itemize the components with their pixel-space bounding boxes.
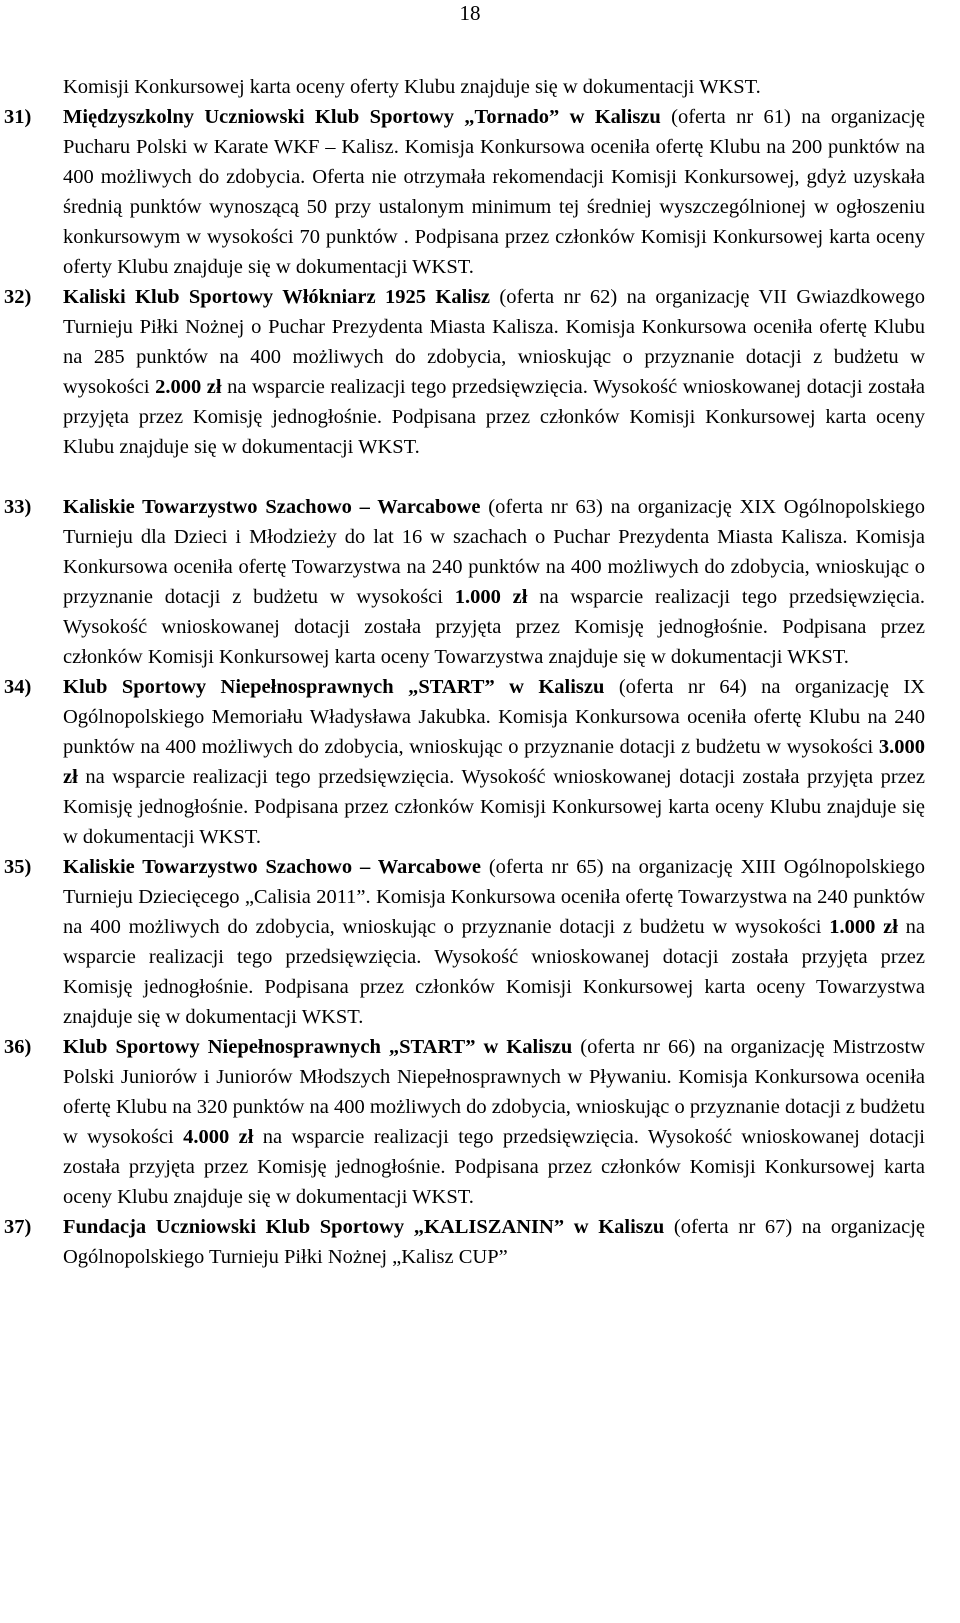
item-organization: Fundacja Uczniowski Klub Sportowy „KALISZANIN” w Kaliszu [63, 1216, 665, 1238]
item-amount: 3.000 zł [63, 736, 925, 788]
item-organization: Międzyszkolny Uczniowski Klub Sportowy „Tornado” w Kaliszu [63, 106, 661, 128]
item-text-end: na wsparcie realizacji tego przedsięwzięcia. Wysokość wnioskowanej dotacji została przyjęta przez Komisję jednogłośnie. Podpisana przez członków Komisji Konkursowej karta oceny Towarzystwa znajduje się w dokumentacji WKST. [63, 586, 925, 668]
item-organization: Kaliskie Towarzystwo Szachowo – Warcabowe [63, 496, 481, 518]
item-number: 31) [4, 106, 32, 128]
list-item-31 [4, 102, 926, 282]
item-text: (oferta nr 67) na organizację Ogólnopolskiego Turnieju Piłki Nożnej „Kalisz CUP” [63, 1216, 926, 1268]
item-text: (oferta nr 65) na organizację XIII Ogólnopolskiego Turnieju Dziecięcego „Calisia 2011”. Komisja Konkursowa oceniła ofertę Towarzystwa na 240 punktów na 400 możliwych do zdobycia, wnioskując o przyznanie dotacji z budżetu w wysokości [63, 856, 925, 938]
document-body [4, 72, 926, 1272]
list-item-33 [4, 492, 925, 672]
item-number: 34) [4, 676, 32, 698]
item-organization: Kaliski Klub Sportowy Włókniarz 1925 Kalisz [63, 286, 491, 308]
item-number: 32) [4, 286, 32, 308]
list-item-32 [4, 282, 925, 462]
item-text-end: na wsparcie realizacji tego przedsięwzięcia. Wysokość wnioskowanej dotacji została przyjęta przez Komisję jednogłośnie. Podpisana przez członków Komisji Konkursowej karta oceny Klubu znajduje się w dokumentacji WKST. [63, 376, 925, 458]
item-number: 33) [4, 496, 32, 518]
list-item-37 [4, 1212, 926, 1272]
item-text: (oferta nr 66) na organizację Mistrzostw Polski Juniorów i Juniorów Młodszych Niepełnosprawnych w Pływaniu. Komisja Konkursowa oceniła ofertę Klubu na 320 punktów na 400 możliwych do zdobycia, wnioskując o przyznanie dotacji z budżetu w wysokości [63, 1036, 925, 1148]
list-item-36 [4, 1032, 926, 1212]
item-organization: Klub Sportowy Niepełnosprawnych „START” w Kaliszu [63, 676, 605, 698]
item-text-end: na wsparcie realizacji tego przedsięwzięcia. Wysokość wnioskowanej dotacji została przyjęta przez Komisję jednogłośnie. Podpisana przez członków Komisji Konkursowej karta oceny Towarzystwa znajduje się w dokumentacji WKST. [63, 916, 925, 1028]
item-text: (oferta nr 64) na organizację IX Ogólnopolskiego Memoriału Władysława Jakubka. Komisja Konkursowa oceniła ofertę Klubu na 240 punktów na 400 możliwych do zdobycia, wnioskując o przyznanie dotacji z budżetu w wysokości [63, 676, 925, 758]
item-number: 37) [4, 1216, 32, 1238]
list-item-35 [4, 852, 925, 1032]
item-number: 35) [4, 856, 32, 878]
item-text: (oferta nr 62) na organizację VII Gwiazdkowego Turnieju Piłki Nożnej o Puchar Prezydenta Miasta Kalisza. Komisja Konkursowa oceniła ofertę Klubu na 285 punktów na 400 możliwych do zdobycia, wnioskując o przyznanie dotacji z budżetu w wysokości [63, 286, 925, 398]
item-text-end: na wsparcie realizacji tego przedsięwzięcia. Wysokość wnioskowanej dotacji została przyjęta przez Komisję jednogłośnie. Podpisana przez członków Komisji Konkursowej karta oceny Klubu znajduje się w dokumentacji WKST. [63, 1126, 926, 1208]
item-text: (oferta nr 63) na organizację XIX Ogólnopolskiego Turnieju dla Dzieci i Młodzieży do lat 16 w szachach o Puchar Prezydenta Miasta Kalisza. Komisja Konkursowa oceniła ofertę Towarzystwa na 240 punktów na 400 możliwych do zdobycia, wnioskując o przyznanie dotacji z budżetu w wysokości [63, 496, 925, 608]
item-text-end: na wsparcie realizacji tego przedsięwzięcia. Wysokość wnioskowanej dotacji została przyjęta przez Komisję jednogłośnie. Podpisana przez członków Komisji Konkursowej karta oceny Klubu znajduje się w dokumentacji WKST. [63, 766, 925, 848]
item-text: (oferta nr 61) na organizację Pucharu Polski w Karate WKF – Kalisz. Komisja Konkursowa oceniła ofertę Klubu na 200 punktów na 400 możliwych do zdobycia. Oferta nie otrzymała rekomendacji Komisji Konkursowej, gdyż uzyskała średnią punktów wynoszącą 50 przy ustalonym minimum tej średniej wyszczególnionej w ogłoszeniu konkursowym w wysokości 70 punktów . Podpisana przez członków Komisji Konkursowej karta oceny oferty Klubu znajduje się w dokumentacji WKST. [63, 106, 926, 278]
intro-paragraph: Komisji Konkursowej karta oceny oferty Klubu znajduje się w dokumentacji WKST. [63, 76, 761, 98]
item-amount: 1.000 zł [454, 586, 528, 608]
page-number: 18 [459, 1, 481, 25]
item-organization: Klub Sportowy Niepełnosprawnych „START” w Kaliszu [63, 1036, 573, 1058]
item-amount: 2.000 zł [155, 376, 222, 398]
item-number: 36) [4, 1036, 32, 1058]
item-amount: 1.000 zł [829, 916, 898, 938]
item-organization: Kaliskie Towarzystwo Szachowo – Warcabowe [63, 856, 481, 878]
list-item-34 [4, 672, 925, 852]
item-amount: 4.000 zł [183, 1126, 254, 1148]
